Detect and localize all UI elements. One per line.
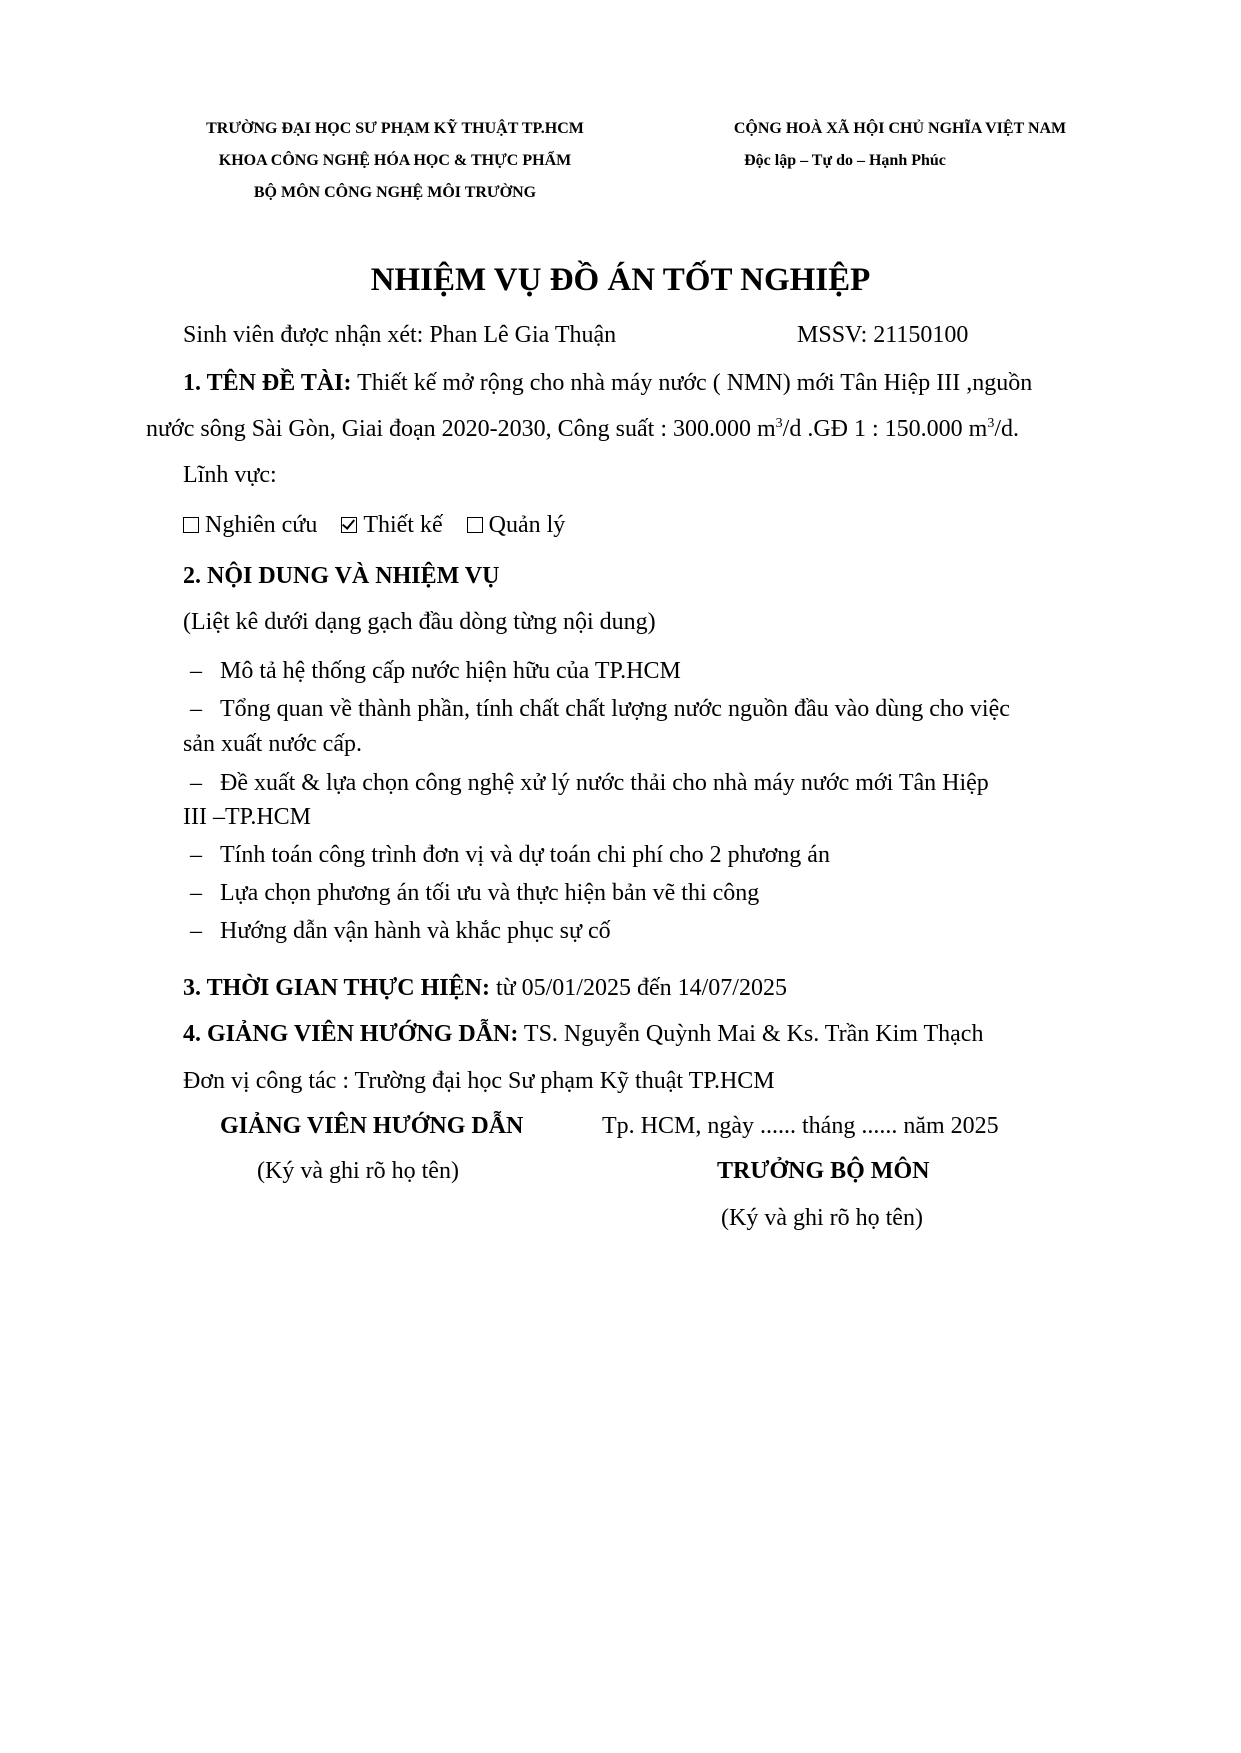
checkbox-icon[interactable] <box>467 517 483 533</box>
list-item: – Đề xuất & lựa chọn công nghệ xử lý nước thải cho nhà máy nước mới Tân Hiệp <box>190 770 989 796</box>
option-design[interactable]: Thiết kế <box>341 512 442 539</box>
section-2-note: (Liệt kê dưới dạng gạch đầu dòng từng nội dung) <box>183 609 656 635</box>
unit-superscript: 3 <box>987 416 995 431</box>
student-id: MSSV: 21150100 <box>797 322 969 348</box>
list-item: – Mô tả hệ thống cấp nước hiện hữu của TP.HCM <box>190 658 681 684</box>
section-3-text: từ 05/01/2025 đến 14/07/2025 <box>489 975 787 1001</box>
checked-checkbox-icon[interactable] <box>341 517 357 533</box>
department-name: BỘ MÔN CÔNG NGHỆ MÔI TRƯỜNG <box>253 184 537 201</box>
supervisor-sign-note: (Ký và ghi rõ họ tên) <box>257 1158 459 1184</box>
unit-superscript: 3 <box>775 416 783 431</box>
date-line: Tp. HCM, ngày ...... tháng ...... năm 2025 <box>602 1113 999 1139</box>
section-1-text-1: Thiết kế mở rộng cho nhà máy nước ( NMN) mới Tân Hiệp III ,nguồn <box>351 370 1033 396</box>
option-research[interactable]: Nghiên cứu <box>183 512 317 539</box>
national-motto: Độc lập – Tự do – Hạnh Phúc <box>744 152 946 169</box>
country-name: CỘNG HOÀ XÃ HỘI CHỦ NGHĨA VIỆT NAM <box>733 120 1067 137</box>
section-3 <box>183 975 787 1002</box>
department-head-sign-note: (Ký và ghi rõ họ tên) <box>721 1205 923 1231</box>
list-item: – Lựa chọn phương án tối ưu và thực hiện bản vẽ thi công <box>190 880 760 906</box>
page-title: NHIỆM VỤ ĐỒ ÁN TỐT NGHIỆP <box>370 262 871 298</box>
list-item: – Tính toán công trình đơn vị và dự toán chi phí cho 2 phương án <box>190 842 830 868</box>
option-management[interactable]: Quản lý <box>467 512 566 539</box>
supervisor-title: GIẢNG VIÊN HƯỚNG DẪN <box>220 1113 524 1139</box>
field-label: Lĩnh vực: <box>183 462 277 488</box>
work-unit: Đơn vị công tác : Trường đại học Sư phạm Kỹ thuật TP.HCM <box>183 1068 775 1094</box>
school-name: TRƯỜNG ĐẠI HỌC SƯ PHẠM KỸ THUẬT TP.HCM <box>206 120 584 137</box>
student-name: Sinh viên được nhận xét: Phan Lê Gia Thuận <box>183 322 617 348</box>
capacity-text-c: /d. <box>994 416 1020 442</box>
section-1-line-2 <box>146 416 1019 443</box>
capacity-text-a: nước sông Sài Gòn, Giai đoạn 2020-2030, Công suất : 300.000 m <box>146 416 776 442</box>
checkbox-icon[interactable] <box>183 517 199 533</box>
section-4-text: TS. Nguyễn Quỳnh Mai & Ks. Trần Kim Thạch <box>518 1021 984 1047</box>
list-item: – Tổng quan về thành phần, tính chất chất lượng nước nguồn đầu vào dùng cho việc <box>190 696 1010 722</box>
field-options <box>183 512 583 539</box>
department-head-title: TRƯỞNG BỘ MÔN <box>717 1158 930 1184</box>
list-item-continued: III –TP.HCM <box>183 804 312 830</box>
section-4 <box>183 1021 983 1048</box>
section-2-heading: 2. NỘI DUNG VÀ NHIỆM VỤ <box>183 563 500 589</box>
list-item: – Hướng dẫn vận hành và khắc phục sự cố <box>190 918 611 944</box>
capacity-text-b: /d .GĐ 1 : 150.000 m <box>782 416 988 442</box>
section-1-heading: 1. TÊN ĐỀ TÀI: <box>183 370 352 396</box>
section-3-heading: 3. THỜI GIAN THỰC HIỆN: <box>183 975 490 1001</box>
faculty-name: KHOA CÔNG NGHỆ HÓA HỌC & THỰC PHẨM <box>218 152 572 169</box>
section-1-line-1 <box>183 370 1032 397</box>
section-4-heading: 4. GIẢNG VIÊN HƯỚNG DẪN: <box>183 1021 519 1047</box>
list-item-continued: sản xuất nước cấp. <box>183 731 362 757</box>
